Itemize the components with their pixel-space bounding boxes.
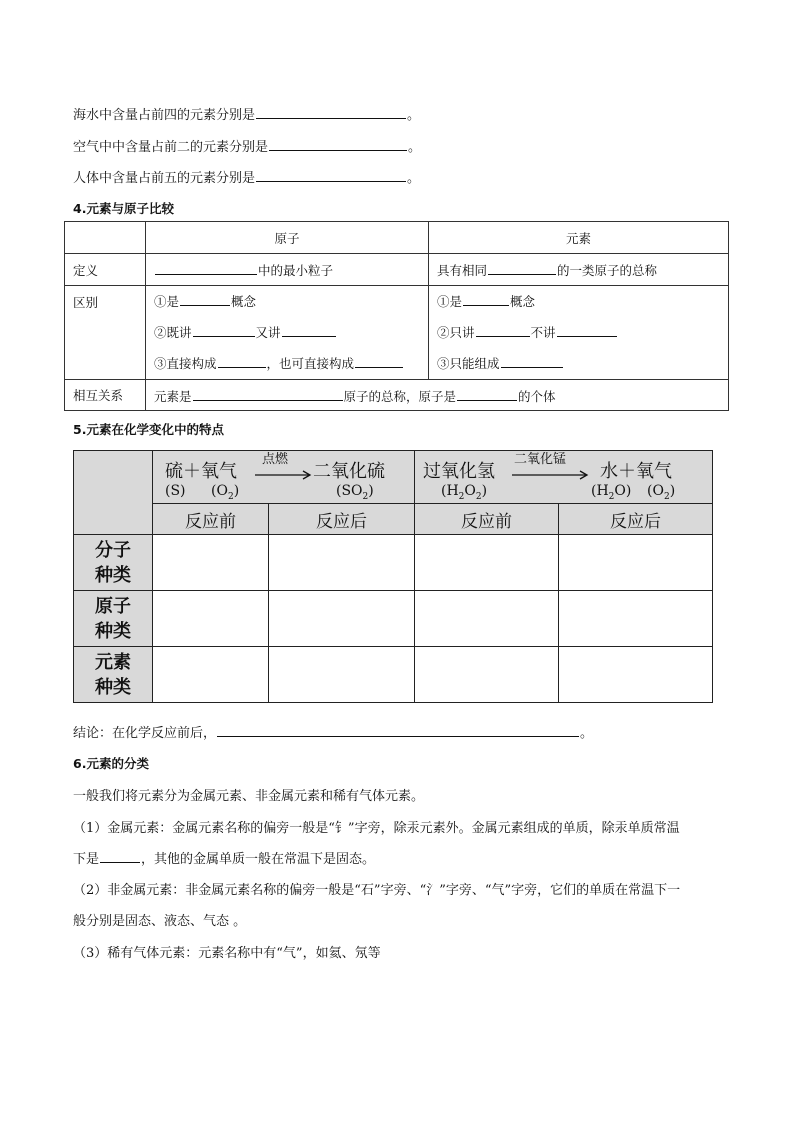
- equation-peroxide-cell: [415, 451, 713, 504]
- period: 。: [407, 171, 421, 186]
- element-definition-cell: [429, 254, 729, 286]
- reaction-arrow-icon: [510, 457, 590, 483]
- prompt-text: 海水中含量占前四的元素分别是: [73, 108, 256, 123]
- prompt-text: 人体中含量占前五的元素分别是: [73, 171, 256, 186]
- paragraph-intro: 一般我们将元素分为金属元素、非金属元素和稀有气体元素。: [73, 789, 425, 804]
- answer-blank[interactable]: [557, 322, 617, 337]
- text: 下是: [73, 852, 100, 867]
- answer-cell[interactable]: [153, 647, 269, 703]
- row-label: 种类: [95, 620, 131, 642]
- row-header-element: [74, 647, 153, 703]
- row-label: 原子: [95, 595, 131, 617]
- text: 元素是: [154, 388, 192, 404]
- answer-cell[interactable]: [153, 591, 269, 647]
- section6-heading: 6.元素的分类: [73, 756, 149, 771]
- paragraph-noble-gas: （3）稀有气体元素：元素名称中有“气”，如氦、氖等: [73, 946, 381, 961]
- paragraph-nonmetal-cont: 般分别是固态、液态、气态 。: [73, 914, 247, 929]
- col-header-atom: 原子: [146, 222, 429, 254]
- row-header-molecule: [74, 535, 153, 591]
- atom-difference-cell: [146, 286, 429, 380]
- text: 的一类原子的总称: [557, 263, 658, 278]
- product-text: 二氧化硫: [313, 461, 385, 482]
- section4-heading: 4.元素与原子比较: [73, 201, 174, 216]
- paragraph-metal-cont: [73, 848, 375, 867]
- product-text: 水＋氧气: [600, 461, 672, 482]
- answer-blank[interactable]: [282, 322, 336, 337]
- text: 的个体: [518, 388, 556, 404]
- answer-cell[interactable]: [559, 647, 713, 703]
- formula-text: $(SO_2)$: [336, 483, 374, 502]
- fill-line-seawater: [73, 104, 420, 123]
- answer-blank[interactable]: [217, 722, 579, 737]
- reactant-text: 硫＋氧气: [165, 461, 237, 482]
- text: ③只能组成: [437, 356, 500, 371]
- answer-blank[interactable]: [193, 322, 255, 337]
- answer-cell[interactable]: [153, 535, 269, 591]
- answer-blank[interactable]: [457, 386, 517, 401]
- answer-blank[interactable]: [100, 848, 140, 863]
- answer-blank[interactable]: [269, 136, 407, 151]
- text: ①是: [437, 294, 463, 309]
- answer-blank[interactable]: [218, 353, 266, 368]
- fill-line-body: [73, 167, 420, 186]
- answer-blank[interactable]: [501, 353, 563, 368]
- row-label: 种类: [95, 676, 131, 698]
- row-header-definition: 定义: [65, 254, 146, 286]
- row-label: 分子: [95, 539, 131, 561]
- condition-text: 二氧化锰: [514, 452, 567, 467]
- answer-blank[interactable]: [193, 386, 343, 401]
- row-header-atom: [74, 591, 153, 647]
- fill-line-air: [73, 136, 421, 155]
- answer-blank[interactable]: [355, 353, 403, 368]
- reactant-text: 过氧化氢: [423, 461, 495, 482]
- answer-cell[interactable]: [415, 535, 559, 591]
- answer-cell[interactable]: [559, 535, 713, 591]
- conclusion-line: [73, 722, 593, 741]
- text: 概念: [510, 294, 536, 309]
- answer-blank[interactable]: [476, 322, 530, 337]
- answer-blank[interactable]: [488, 260, 556, 275]
- answer-cell[interactable]: [415, 591, 559, 647]
- answer-blank[interactable]: [180, 291, 230, 306]
- conclusion-text: 结论：在化学反应前后，: [73, 726, 217, 741]
- answer-cell[interactable]: [269, 535, 415, 591]
- row-header-relationship: 相互关系: [65, 380, 146, 411]
- answer-cell[interactable]: [269, 591, 415, 647]
- formula-text: $(O_2)$: [647, 483, 676, 502]
- formula-part: (H: [591, 483, 609, 499]
- answer-cell[interactable]: [559, 591, 713, 647]
- answer-blank[interactable]: [256, 104, 406, 119]
- row-label: 元素: [95, 651, 131, 673]
- prompt-text: 空气中中含量占前二的元素分别是: [73, 140, 269, 155]
- text: 具有相同: [437, 263, 488, 278]
- text: ②既讲: [154, 325, 192, 340]
- formula-text: $(H_2O)$: [591, 483, 632, 502]
- paragraph-nonmetal: （2）非金属元素：非金属元素名称的偏旁一般是“石”字旁、“氵”字旁、“气”字旁，它们的单质在常温下一: [73, 883, 681, 898]
- answer-blank[interactable]: [155, 260, 257, 275]
- equation-sulfur-cell: [153, 451, 415, 504]
- formula-part: (SO: [336, 483, 363, 499]
- period: 。: [408, 140, 422, 155]
- header-after-1: 反应后: [269, 504, 415, 535]
- row-label: 种类: [95, 564, 131, 586]
- period: 。: [580, 726, 594, 741]
- text: 不讲: [530, 325, 556, 340]
- period: 。: [407, 108, 421, 123]
- text: ，其他的金属单质一般在常温下是固态。: [141, 852, 376, 867]
- reaction-arrow-icon: [253, 457, 313, 483]
- formula-part: (O: [647, 483, 664, 499]
- text: ①是: [154, 294, 180, 309]
- text: ②只讲: [437, 325, 475, 340]
- section5-heading: 5.元素在化学变化中的特点: [73, 422, 224, 437]
- atom-element-comparison-table: [64, 221, 729, 411]
- formula-part: (O: [211, 483, 228, 499]
- element-difference-cell: [429, 286, 729, 380]
- header-after-2: 反应后: [559, 504, 713, 535]
- text: 又讲: [255, 325, 281, 340]
- atom-definition-cell: [146, 254, 429, 286]
- formula-text: $(O_2)$: [211, 483, 240, 502]
- condition-text: 点燃: [262, 452, 289, 467]
- paragraph-metal: （1）金属元素：金属元素名称的偏旁一般是“钅”字旁，除汞元素外。金属元素组成的单质，除汞单质常温: [73, 821, 680, 836]
- header-before-2: 反应前: [415, 504, 559, 535]
- formula-text: $(H_2O_2)$: [441, 483, 488, 502]
- text: 中的最小粒子: [258, 263, 334, 278]
- text: ③直接构成: [154, 356, 217, 371]
- formula-text: (S): [165, 483, 186, 499]
- formula-part: (H: [441, 483, 459, 499]
- corner-cell: [74, 451, 153, 535]
- col-header-element: 元素: [429, 222, 729, 254]
- corner-cell: [65, 222, 146, 254]
- answer-cell[interactable]: [269, 647, 415, 703]
- chemical-change-table: [73, 450, 713, 703]
- text: 原子的总称，原子是: [343, 388, 457, 404]
- text: ，也可直接构成: [266, 356, 355, 371]
- answer-blank[interactable]: [256, 167, 406, 182]
- answer-blank[interactable]: [463, 291, 509, 306]
- header-before-1: 反应前: [153, 504, 269, 535]
- text: 概念: [231, 294, 257, 309]
- relationship-cell: [146, 380, 729, 411]
- row-header-difference: 区别: [65, 286, 146, 380]
- answer-cell[interactable]: [415, 647, 559, 703]
